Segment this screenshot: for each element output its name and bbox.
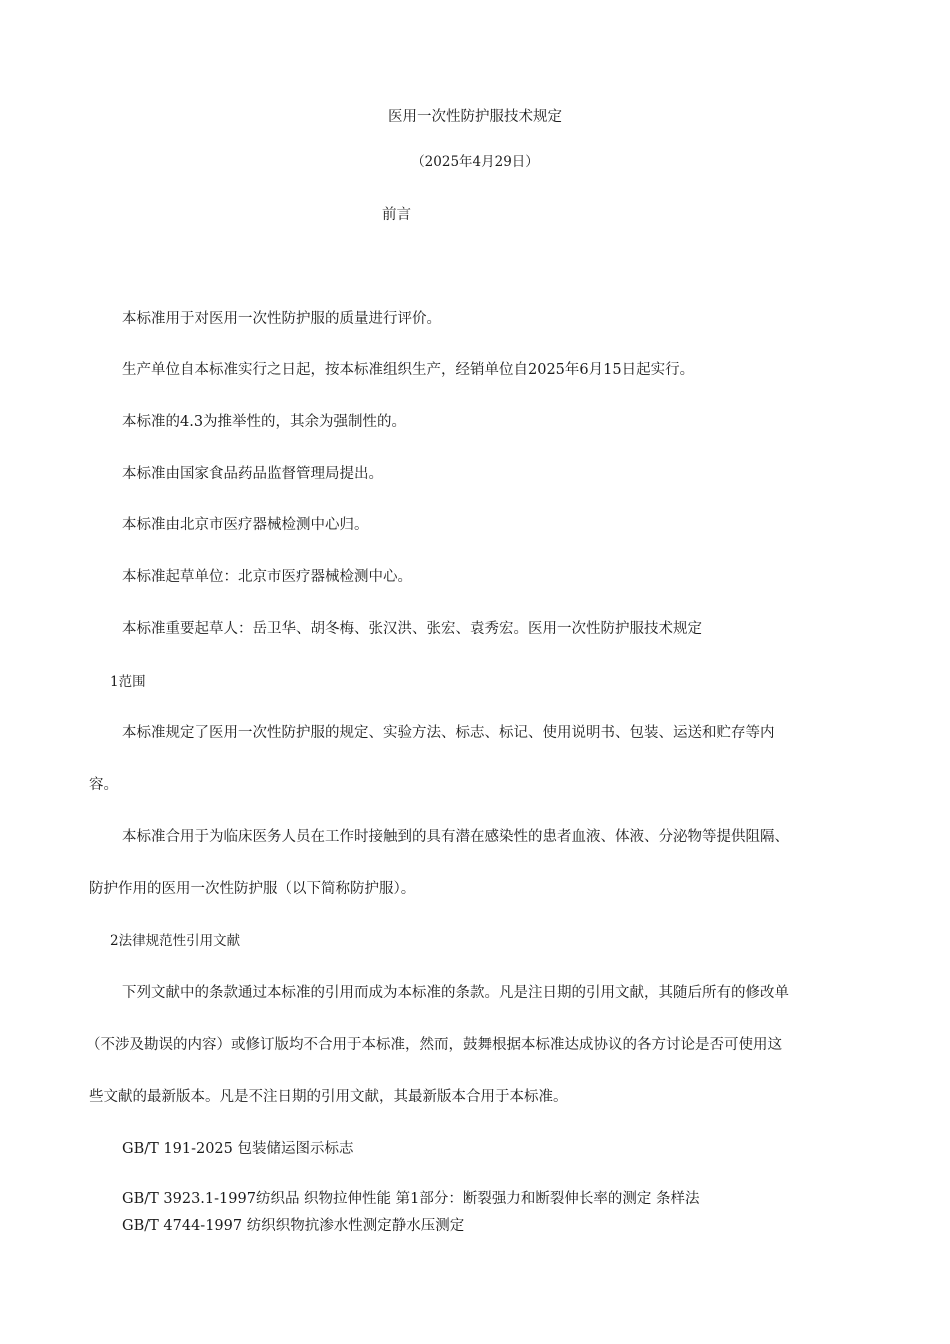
- reference-item: GB/T 4744-1997 纺织织物抗渗水性测定静水压测定: [122, 1218, 465, 1234]
- foreword-heading: 前言: [382, 207, 411, 223]
- foreword-paragraph: 本标准起草单位：北京市医疗器械检测中心。: [122, 569, 412, 585]
- section-1-heading: 1范围: [110, 674, 146, 690]
- scope-paragraph-line: 容。: [89, 777, 118, 793]
- reference-item: GB/T 3923.1-1997纺织品 织物拉伸性能 第1部分：断裂强力和断裂伸长率的测定 条样法: [122, 1191, 700, 1207]
- foreword-paragraph: 本标准由国家食品药品监督管理局提出。: [122, 466, 383, 482]
- foreword-paragraph: 本标准重要起草人：岳卫华、胡冬梅、张汉洪、张宏、袁秀宏。医用一次性防护服技术规定: [122, 621, 702, 637]
- references-paragraph-line: （不涉及勘误的内容）或修订版均不合用于本标准，然而，鼓舞根据本标准达成协议的各方讨论是否可使用这: [86, 1037, 782, 1053]
- foreword-paragraph: 本标准的4.3为推举性的，其余为强制性的。: [122, 414, 407, 430]
- document-title: 医用一次性防护服技术规定: [388, 109, 562, 125]
- foreword-paragraph: 本标准由北京市医疗器械检测中心归。: [122, 517, 369, 533]
- references-paragraph-line: 下列文献中的条款通过本标准的引用而成为本标准的条款。凡是注日期的引用文献，其随后所有的修改单: [122, 985, 789, 1001]
- section-2-heading: 2法律规范性引用文献: [110, 933, 241, 949]
- foreword-paragraph: 生产单位自本标准实行之日起，按本标准组织生产，经销单位自2025年6月15日起实行。: [122, 362, 695, 378]
- foreword-paragraph: 本标准用于对医用一次性防护服的质量进行评价。: [122, 311, 441, 327]
- document-date: （2025年4月29日）: [411, 154, 539, 170]
- scope-paragraph-line: 本标准规定了医用一次性防护服的规定、实验方法、标志、标记、使用说明书、包装、运送和贮存等内: [122, 725, 775, 741]
- scope-paragraph-line: 本标准合用于为临床医务人员在工作时接触到的具有潜在感染性的患者血液、体液、分泌物等提供阻隔、: [122, 829, 789, 845]
- reference-item: GB/T 191-2025 包装储运图示标志: [122, 1141, 354, 1157]
- references-paragraph-line: 些文献的最新版本。凡是不注日期的引用文献，其最新版本合用于本标准。: [89, 1089, 568, 1105]
- scope-paragraph-line: 防护作用的医用一次性防护服（以下简称防护服）。: [89, 881, 416, 897]
